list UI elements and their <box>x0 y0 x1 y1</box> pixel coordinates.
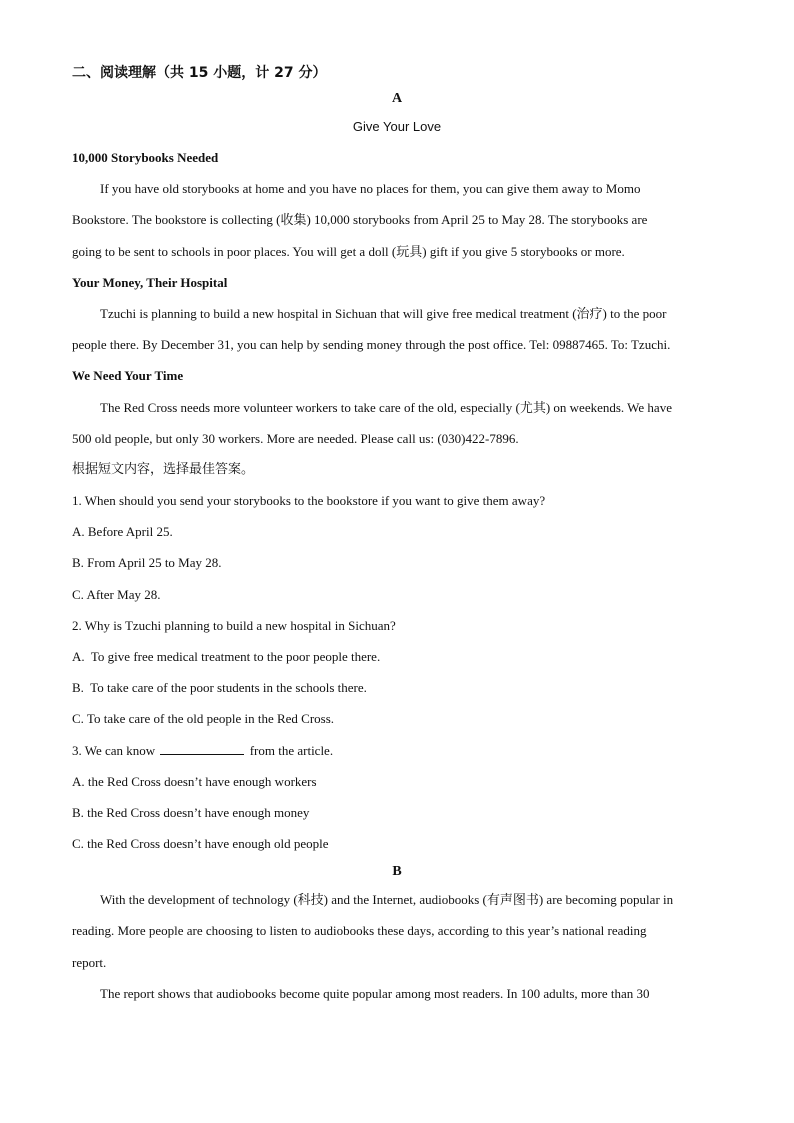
question-3-option-c: C. the Red Cross doesn’t have enough old people <box>72 836 329 851</box>
passage-b-line: report. <box>72 955 107 970</box>
answer-blank <box>160 742 244 755</box>
passage-b-line: The report shows that audiobooks become quite popular among most readers. In 100 adults, more than 30 <box>100 986 650 1001</box>
ad1-line: If you have old storybooks at home and you have no places for them, you can give them away to Momo <box>100 181 641 196</box>
question-2-option-c: C. To take care of the old people in the Red Cross. <box>72 711 335 726</box>
question-3-stem-end: from the article. <box>249 743 334 758</box>
section-title: 二、阅读理解（共 15 小题，计 27 分） <box>72 65 327 81</box>
ad1-line: going to be sent to schools in poor places. You will get a doll (玩具) gift if you give 5 storybooks or more. <box>72 244 625 259</box>
ad2-heading: Your Money, Their Hospital <box>72 275 228 290</box>
question-3-option-b: B. the Red Cross doesn’t have enough money <box>72 805 310 820</box>
ad1-line: Bookstore. The bookstore is collecting (收集) 10,000 storybooks from April 25 to May 28. The storybooks are <box>72 212 648 227</box>
instruction: 根据短文内容，选择最佳答案。 <box>72 462 255 477</box>
passage-a-title: Give Your Love <box>352 119 442 134</box>
question-3-stem-start: 3. We can know <box>72 743 156 758</box>
ad2-line: Tzuchi is planning to build a new hospital in Sichuan that will give free medical treatment (治疗) to the poor <box>100 306 667 321</box>
question-1-option-a: A. Before April 25. <box>72 524 173 539</box>
ad1-heading: 10,000 Storybooks Needed <box>72 150 219 165</box>
passage-b-line: reading. More people are choosing to listen to audiobooks these days, according to this year’s national reading <box>72 923 647 938</box>
question-2-option-b: B. To take care of the poor students in the schools there. <box>72 680 367 695</box>
ad2-line: people there. By December 31, you can help by sending money through the post office. Tel: 09887465. To: Tzuchi. <box>72 337 671 352</box>
ad3-heading: We Need Your Time <box>72 368 184 383</box>
question-1-option-c: C. After May 28. <box>72 587 161 602</box>
question-1-stem: 1. When should you send your storybooks to the bookstore if you want to give them away? <box>72 493 546 508</box>
question-1-option-b: B. From April 25 to May 28. <box>72 555 222 570</box>
question-3-option-a: A. the Red Cross doesn’t have enough workers <box>72 774 317 789</box>
ad3-line: The Red Cross needs more volunteer workers to take care of the old, especially (尤其) on weekends. We have <box>100 400 672 415</box>
question-3-stem <box>72 741 722 761</box>
question-2-option-a: A. To give free medical treatment to the poor people there. <box>72 649 381 664</box>
passage-b-line: With the development of technology (科技) and the Internet, audiobooks (有声图书) are becoming popular in <box>100 892 674 907</box>
ad3-line: 500 old people, but only 30 workers. More are needed. Please call us: (030)422-7896. <box>72 431 519 446</box>
question-2-stem: 2. Why is Tzuchi planning to build a new hospital in Sichuan? <box>72 618 396 633</box>
passage-b-letter: B <box>392 864 402 879</box>
passage-a-letter: A <box>391 91 403 106</box>
